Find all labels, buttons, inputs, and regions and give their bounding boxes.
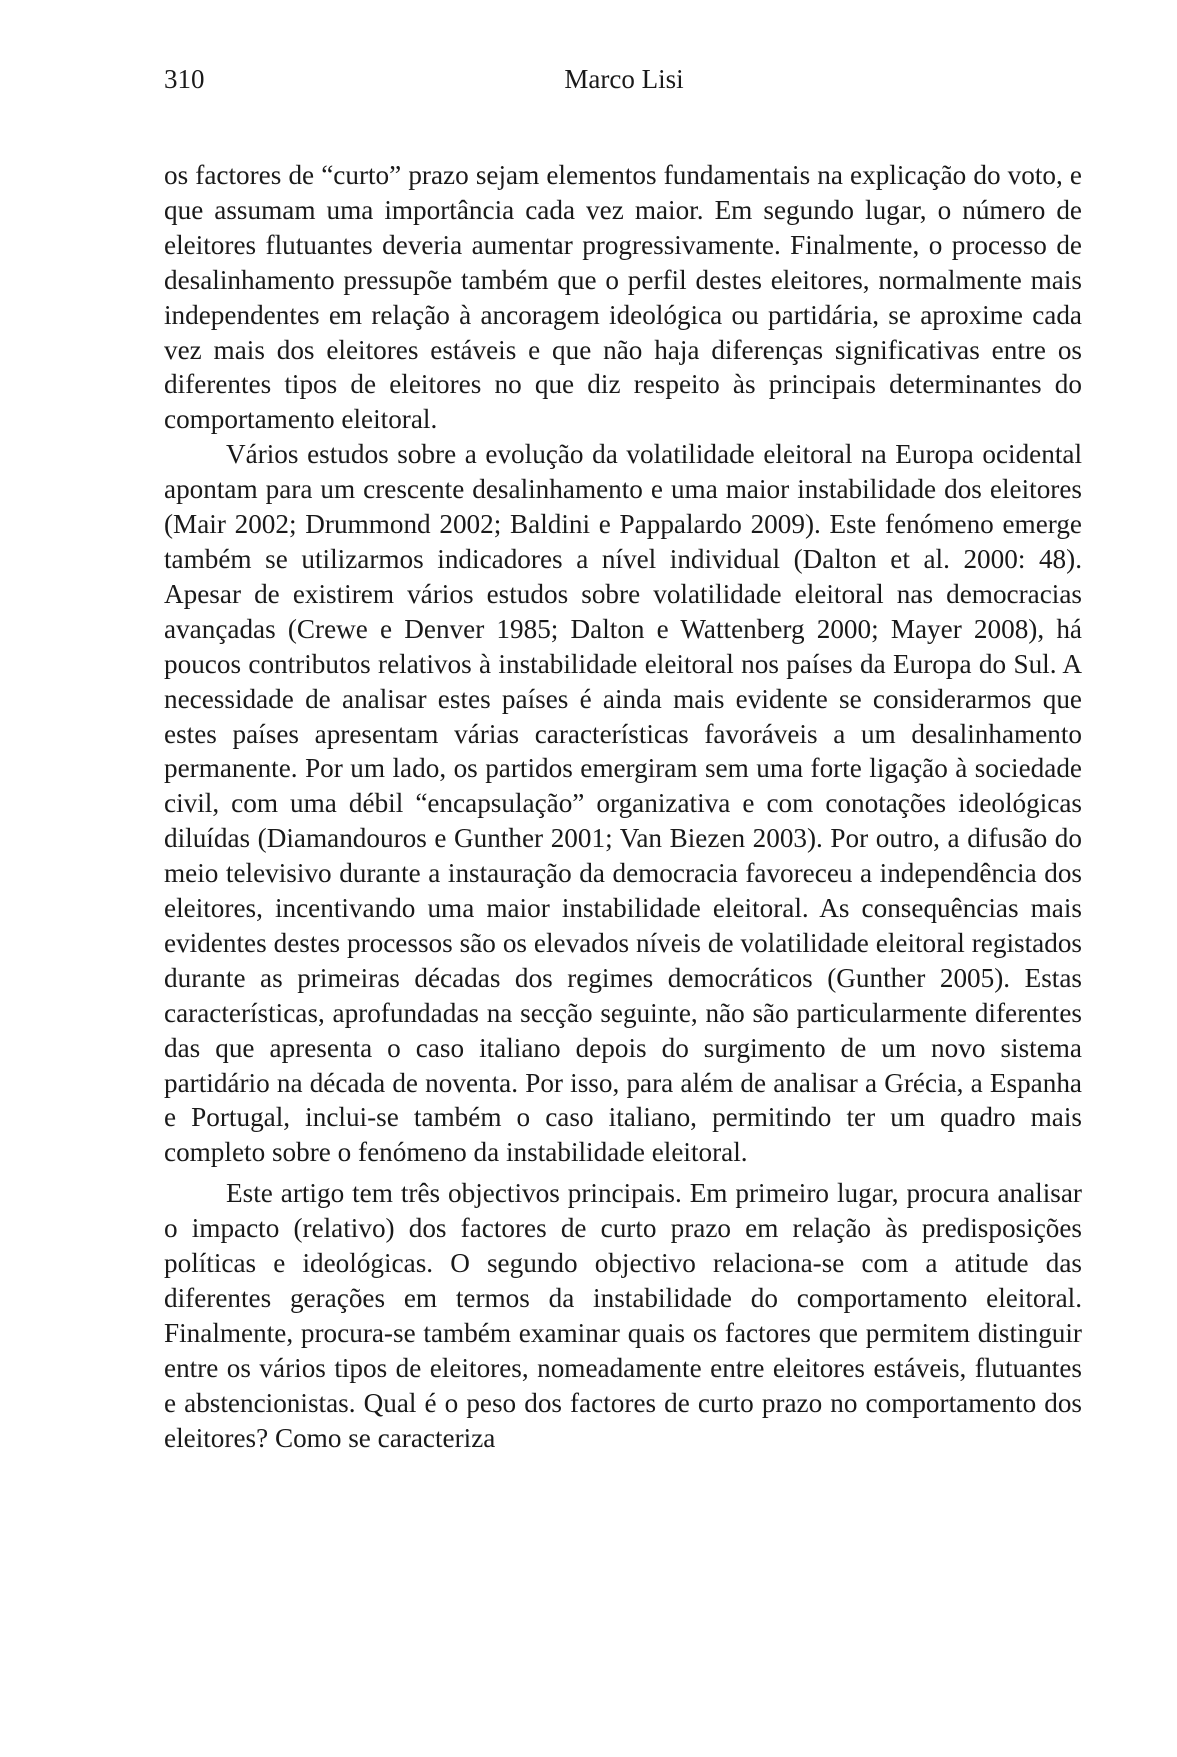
paragraph-article-objectives: Este artigo tem três objectivos principais. Em primeiro lugar, procura analisar o impacto (relativo) dos factores de curto prazo em relação às predisposições políticas e ideológicas. O segundo objectivo relaciona-se com a atitude das diferentes gerações em termos da instabilidade do comportamento eleitoral. Finalmente, procura-se também examinar quais os factores que permitem distinguir entre os vários tipos de eleitores, nomeadamente entre eleitores estáveis, flutuantes e abstencionistas. Qual é o peso dos factores de curto prazo no comportamento dos eleitores? Como se caracteriza <box>164 1178 1082 1453</box>
page-number: 310 <box>164 64 205 94</box>
running-head-author: Marco Lisi <box>564 64 684 94</box>
paragraph-volatility-studies: Vários estudos sobre a evolução da volatilidade eleitoral na Europa ocidental apontam para um crescente desalinhamento e uma maior instabilidade dos eleitores (Mair 2002; Drummond 2002; Baldini e Pappalardo 2009). Este fenómeno emerge também se utilizarmos indicadores a nível individual (Dalton et al. 2000: 48). Apesar de existirem vários estudos sobre volatilidade eleitoral nas democracias avançadas (Crewe e Denver 1985; Dalton e Wattenberg 2000; Mayer 2008), há poucos contributos relativos à instabilidade eleitoral nos países da Europa do Sul. A necessidade de analisar estes países é ainda mais evidente se considerarmos que estes países apresentam várias características favoráveis a um desalinhamento permanente. Por um lado, os partidos emergiram sem uma forte ligação à sociedade civil, com uma débil “encapsulação” organizativa e com conotações ideológicas diluídas (Diamandouros e Gunther 2001; Van Biezen 2003). Por outro, a difusão do meio televisivo durante a instauração da democracia favoreceu a independência dos eleitores, incentivando uma maior instabilidade eleitoral. As consequências mais evidentes destes processos são os elevados níveis de volatilidade eleitoral registados durante as primeiras décadas dos regimes democráticos (Gunther 2005). Estas características, aprofundadas na secção seguinte, não são particularmente diferentes das que apresenta o caso italiano depois do surgimento de um novo sistema partidário na década de noventa. Por isso, para além de analisar a Grécia, a Espanha e Portugal, inclui-se também o caso italiano, permitindo ter um quadro mais completo sobre o fenómeno da instabilidade eleitoral. <box>164 439 1082 1168</box>
running-head <box>164 64 1084 100</box>
body-text <box>164 158 1082 1456</box>
paragraph-continuation: os factores de “curto” prazo sejam elementos fundamentais na explicação do voto, e que assumam uma importância cada vez maior. Em segundo lugar, o número de eleitores flutuantes deveria aumentar progressivamente. Finalmente, o processo de desalinhamento pressupõe também que o perfil destes eleitores, normalmente mais independentes em relação à ancoragem ideológica ou partidária, se aproxime cada vez mais dos eleitores estáveis e que não haja diferenças significativas entre os diferentes tipos de eleitores no que diz respeito às principais determinantes do comportamento eleitoral. <box>164 160 1082 435</box>
